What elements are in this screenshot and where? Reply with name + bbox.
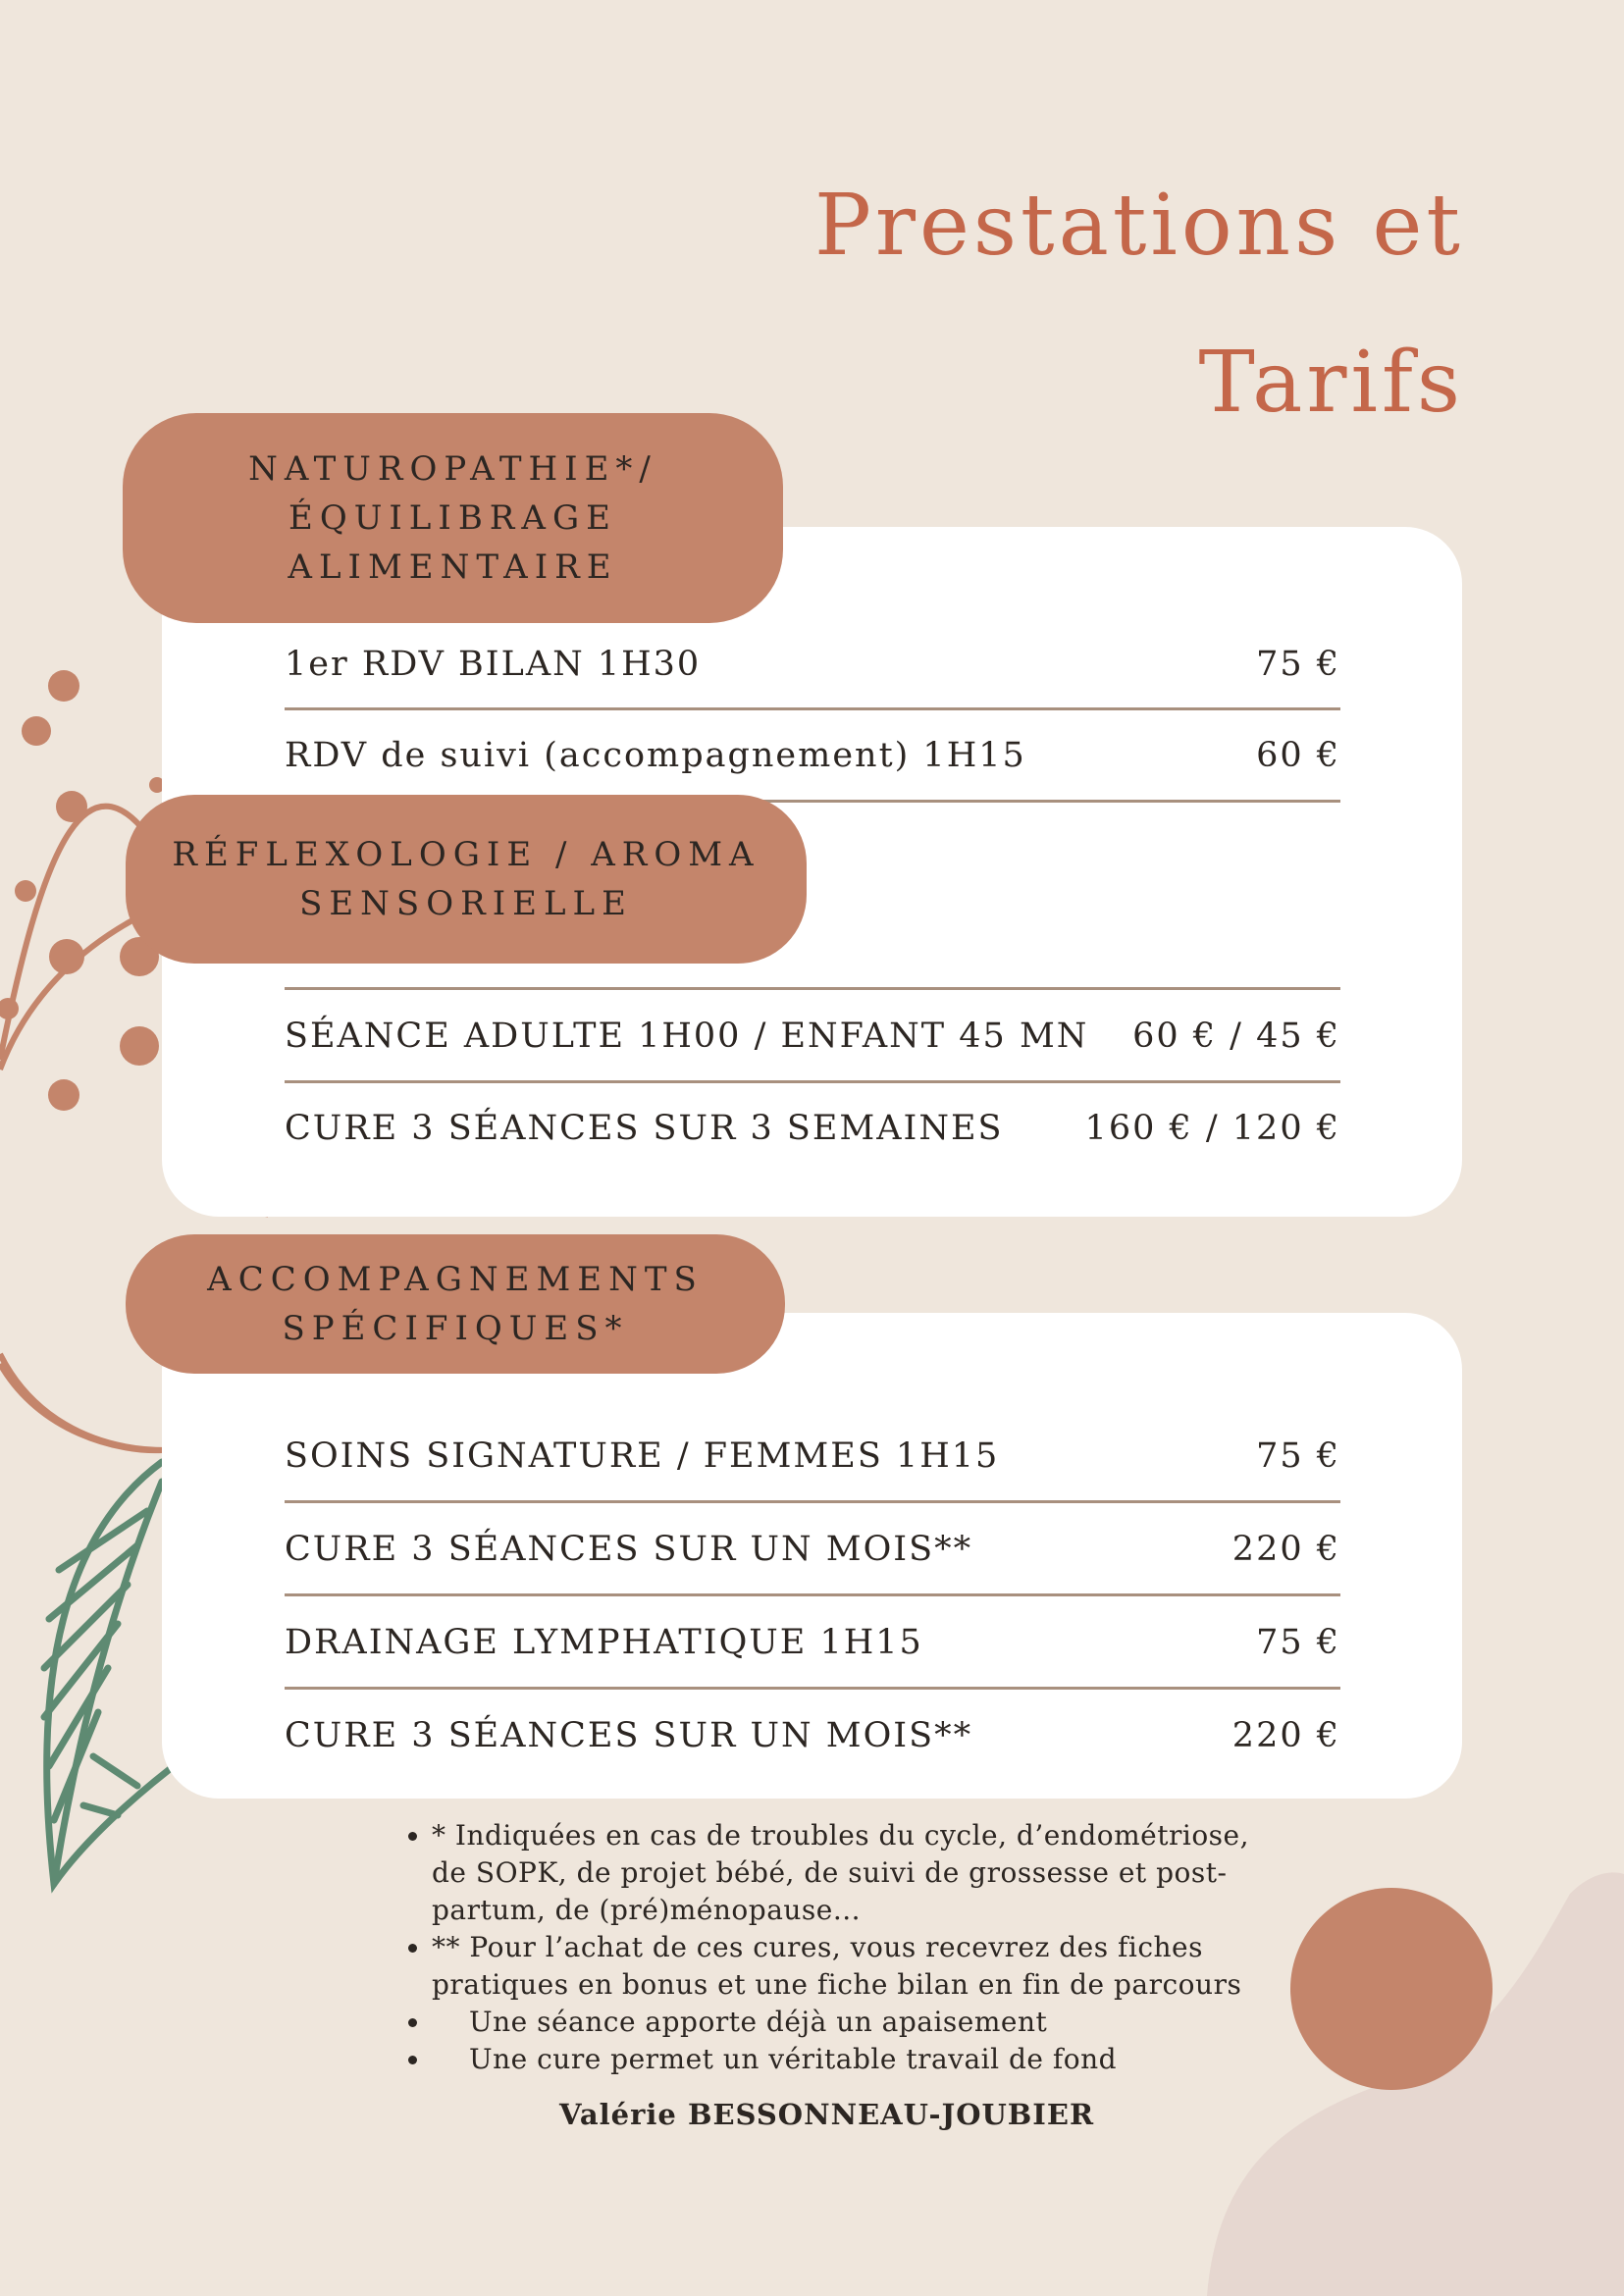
section-heading-line: NATUROPATHIE*/ [248, 449, 657, 489]
section-heading-reflexologie [126, 795, 807, 964]
footnotes [397, 1817, 1281, 2078]
price-row [285, 1596, 1340, 1688]
curved-line-lower [0, 1354, 167, 1450]
footnote-item [432, 2004, 1281, 2041]
footnote-text: Une cure permet un véritable travail de fond [469, 2043, 1118, 2075]
service-label: RDV de suivi (accompagnement) 1H15 [285, 735, 1026, 775]
footnote-text: ** Pour l’achat de ces cures, vous recevrez des fiches pratiques en bonus et une fiche bilan en fin de parcours [432, 1931, 1242, 2001]
price-row [285, 1690, 1340, 1781]
service-price: 60 € [1256, 735, 1340, 775]
service-label: CURE 3 SÉANCES SUR 3 SEMAINES [285, 1108, 1004, 1148]
price-row [285, 1082, 1340, 1174]
footnote-text: Une séance apporte déjà un apaisement [469, 2006, 1048, 2038]
footnote-item [432, 1929, 1281, 2004]
service-price: 75 € [1256, 644, 1340, 684]
service-label: SÉANCE ADULTE 1H00 / ENFANT 45 MN [285, 1016, 1089, 1056]
service-price: 60 € / 45 € [1132, 1016, 1340, 1056]
section-heading-line: SPÉCIFIQUES* [282, 1309, 629, 1348]
service-label: CURE 3 SÉANCES SUR UN MOIS** [285, 1715, 973, 1755]
section-heading-line: SENSORIELLE [299, 884, 633, 923]
signature: Valérie BESSONNEAU-JOUBIER [559, 2098, 1095, 2131]
page-title-line1: Prestations et [814, 177, 1464, 275]
price-row [285, 709, 1340, 801]
service-label: CURE 3 SÉANCES SUR UN MOIS** [285, 1529, 973, 1569]
service-price: 160 € / 120 € [1084, 1108, 1340, 1148]
section-heading-line: ÉQUILIBRAGE [288, 498, 617, 538]
price-row [285, 618, 1340, 709]
footnote-item [432, 1817, 1281, 1929]
service-price: 75 € [1256, 1622, 1340, 1662]
footnote-item [432, 2041, 1281, 2078]
section-heading-line: RÉFLEXOLOGIE / AROMA [172, 835, 760, 874]
service-label: DRAINAGE LYMPHATIQUE 1H15 [285, 1622, 923, 1662]
page-title [814, 147, 1464, 461]
service-price: 75 € [1256, 1435, 1340, 1476]
price-row [285, 990, 1340, 1081]
service-price: 220 € [1231, 1715, 1340, 1755]
price-row [285, 1410, 1340, 1501]
section-heading-line: ALIMENTAIRE [288, 548, 618, 587]
service-price: 220 € [1231, 1529, 1340, 1569]
service-label: SOINS SIGNATURE / FEMMES 1H15 [285, 1435, 1000, 1476]
footnote-text: * Indiquées en cas de troubles du cycle, d’endométriose, de SOPK, de projet bébé, de suivi de grossesse et post-partum, de (pré)ménopause... [432, 1819, 1250, 1926]
section-heading-accompagnements [126, 1234, 785, 1374]
section-heading-line: ACCOMPAGNEMENTS [207, 1260, 704, 1299]
price-row [285, 1503, 1340, 1594]
service-label: 1er RDV BILAN 1H30 [285, 644, 702, 684]
terracotta-circle [1290, 1888, 1493, 2090]
section-heading-naturopathie [123, 413, 783, 623]
page-title-line2: Tarifs [1198, 334, 1464, 432]
